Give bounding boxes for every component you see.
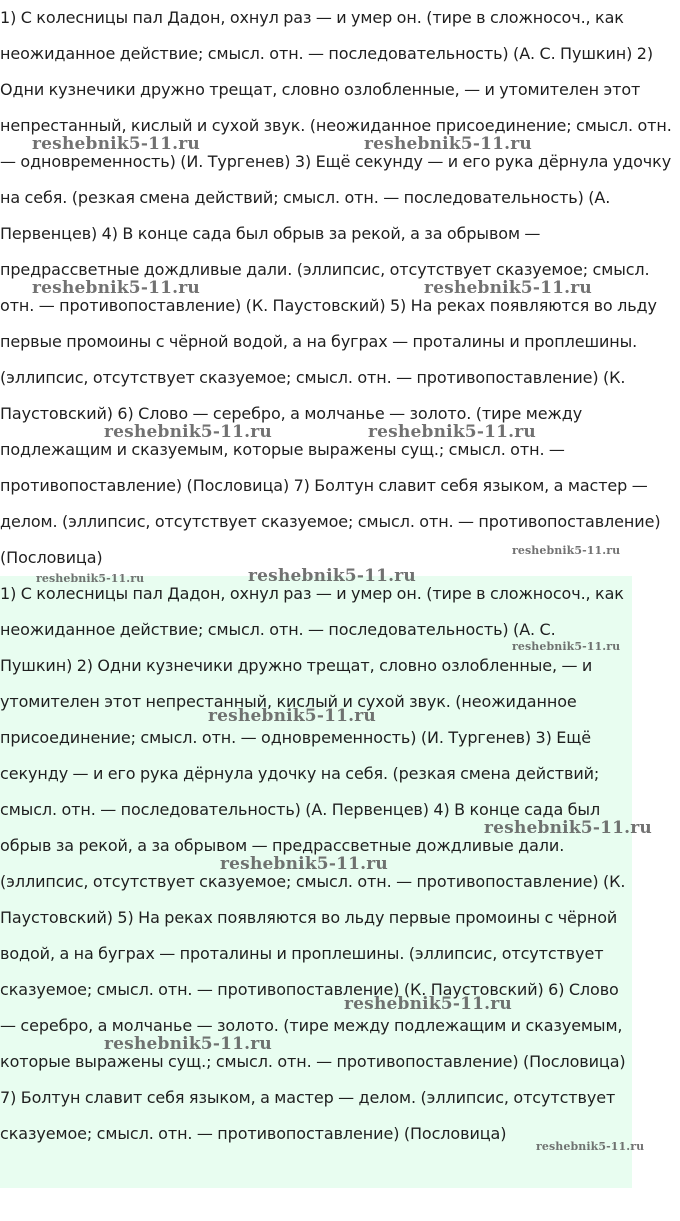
watermark: reshebnik5-11.ru (484, 818, 652, 838)
answer-text-highlighted: 1) С колесницы пал Дадон, охнул раз — и умер он. (тире в сложносоч., как неожиданное действие; смысл. отн. — последовательность) (А. С. Пушкин) 2) Одни кузнечики дружно трещат, словно озлобленные, — и утомителен этот непрестанный, кислый и сухой звук. (неожиданное присоединение; смысл. отн. — одновременность) (И. Тургенев) 3) Ещё секунду — и его рука дёрнула удочку на себя. (резкая смена действий; смысл. отн. — последовательность) (А. Первенцев) 4) В конце сада был обрыв за рекой, а за обрывом — предрассветные дождливые дали. (эллипсис, отсутствует сказуемое; смысл. отн. — противопоставление) (К. Паустовский) 5) На реках появляются во льду первые промоины с чёрной водой, а на буграх — проталины и проплешины. (эллипсис, отсутствует сказуемое; смысл. отн. — противопоставление) (К. Паустовский) 6) Слово — серебро, а молчанье — золото. (тире между подлежащим и сказуемым, которые выражены сущ.; смысл. отн. — противопоставление) (Пословица) 7) Болтун славит себя языком, а мастер — делом. (эллипсис, отсутствует сказуемое; смысл. отн. — противопоставление) (Пословица) (0, 576, 632, 1188)
watermark: reshebnik5-11.ru (364, 134, 532, 154)
watermark: reshebnik5-11.ru (512, 544, 621, 557)
watermark: reshebnik5-11.ru (512, 640, 621, 653)
watermark: reshebnik5-11.ru (32, 278, 200, 298)
watermark: reshebnik5-11.ru (104, 1034, 272, 1054)
watermark: reshebnik5-11.ru (208, 706, 376, 726)
watermark: reshebnik5-11.ru (344, 994, 512, 1014)
watermark: reshebnik5-11.ru (104, 422, 272, 442)
watermark: reshebnik5-11.ru (32, 134, 200, 154)
watermark: reshebnik5-11.ru (36, 572, 145, 585)
watermark: reshebnik5-11.ru (220, 854, 388, 874)
answer-text: 1) С колесницы пал Дадон, охнул раз — и умер он. (тире в сложносоч., как неожиданное действие; смысл. отн. — последовательность) (А. С. Пушкин) 2) Одни кузнечики дружно трещат, словно озлобленные, — и утомителен этот непрестанный, кислый и сухой звук. (неожиданное присоединение; смысл. отн. — одновременность) (И. Тургенев) 3) Ещё секунду — и его рука дёрнула удочку на себя. (резкая смена действий; смысл. отн. — последовательность) (А. Первенцев) 4) В конце сада был обрыв за рекой, а за обрывом — предрассветные дождливые дали. (эллипсис, отсутствует сказуемое; смысл. отн. — противопоставление) (К. Паустовский) 5) На реках появляются во льду первые промоины с чёрной водой, а на буграх — проталины и проплешины. (эллипсис, отсутствует сказуемое; смысл. отн. — противопоставление) (К. Паустовский) 6) Слово — серебро, а молчанье — золото. (тире между подлежащим и сказуемым, которые выражены сущ.; смысл. отн. — противопоставление) (Пословица) 7) Болтун славит себя языком, а мастер — делом. (эллипсис, отсутствует сказуемое; смысл. отн. — противопоставление) (Пословица) (0, 8, 672, 567)
watermark: reshebnik5-11.ru (536, 1140, 645, 1153)
watermark: reshebnik5-11.ru (424, 278, 592, 298)
watermark: reshebnik5-11.ru (368, 422, 536, 442)
watermark: reshebnik5-11.ru (248, 566, 416, 586)
